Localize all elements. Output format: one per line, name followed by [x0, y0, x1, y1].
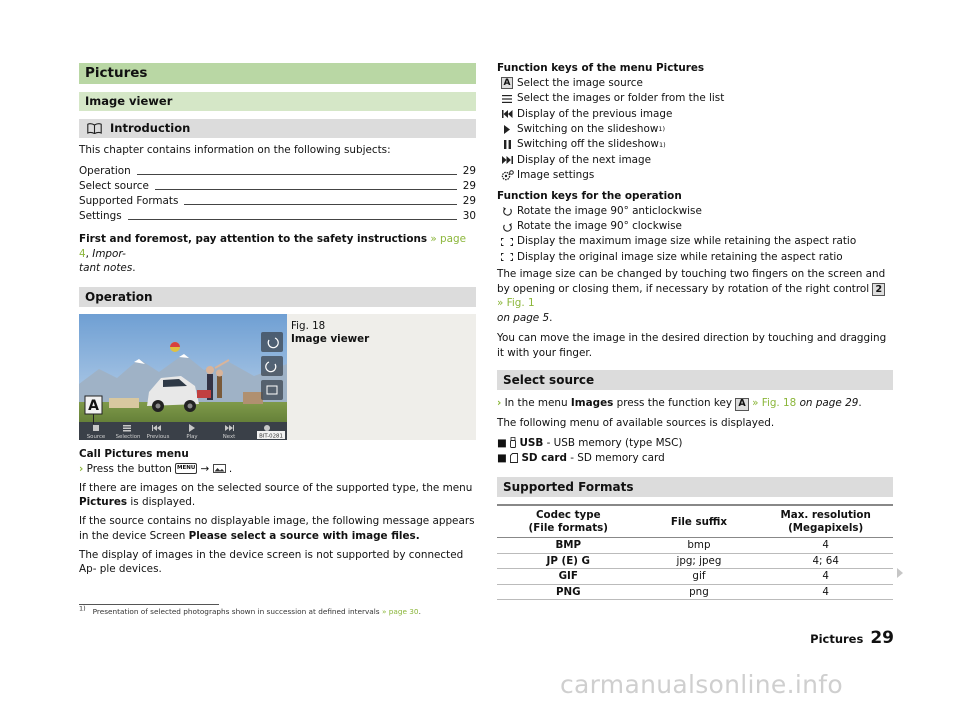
key-row-pause: Switching off the slideshow 1) [497, 137, 893, 152]
op-row-original [497, 250, 893, 265]
sources-list [497, 436, 893, 466]
table-cell: BMP [497, 537, 640, 553]
source-desc: - USB memory (type MSC) [546, 436, 683, 449]
table-row [497, 584, 893, 600]
key-text: Display of the next image [517, 153, 651, 166]
para2-bold: Please select a source with image files. [188, 529, 420, 542]
source-desc: - SD memory card [570, 451, 665, 464]
operation-heading: Operation [79, 287, 476, 307]
function-key-a: A [735, 398, 748, 411]
function-keys-heading: Function keys of the menu Pictures [497, 62, 705, 74]
list-icon [497, 95, 517, 103]
page-number: 29 [870, 628, 894, 648]
source-usb [497, 436, 893, 451]
next-icon [497, 156, 517, 164]
op-row-rotate-right [497, 219, 893, 234]
control-key-2: 2 [872, 283, 885, 296]
safety-end: . [132, 262, 136, 275]
operation-keys-heading: Function keys for the operation [497, 189, 682, 202]
key-row-settings [497, 168, 893, 183]
column-header-codec: Codec type (File formats) [497, 505, 640, 537]
sel-text-2: press the function key [616, 397, 733, 410]
para1-end: is displayed. [130, 496, 196, 509]
footnote-mark: 1) [79, 604, 86, 613]
menu-button-icon: MENU [175, 463, 197, 474]
settings-icon [497, 170, 517, 181]
operation-keys-list [497, 204, 893, 265]
supported-formats-heading: Supported Formats [497, 477, 893, 497]
column-header-suffix: File suffix [640, 505, 759, 537]
paragraph-image-size [497, 267, 893, 326]
figure-label: Fig. 18 [291, 320, 326, 333]
softkey-selection: Selection [115, 434, 141, 441]
table-cell: 4 [758, 569, 893, 585]
safety-italic: Impor- [92, 247, 126, 260]
paragraph-apple: The display of images in the device screen is not supported by connected Ap- ple devices. [79, 548, 464, 576]
previous-icon [497, 110, 517, 118]
key-text: Image settings [517, 168, 595, 181]
figure-code: BIT-0281 [259, 433, 283, 440]
figure-image-viewer [79, 314, 476, 440]
select-step [497, 396, 893, 411]
sel-end: . [858, 397, 862, 410]
table-cell: JP (E) G [497, 553, 640, 569]
size-text: The image size can be changed by touching two fingers on the screen and by opening or closing them, if necessary by rotation of the right control [497, 267, 886, 295]
sel-italic: on page 29 [799, 397, 859, 410]
rotate-left-icon [497, 206, 517, 216]
safety-bold: First and foremost, pay attention to the safety instructions [79, 232, 428, 245]
call-step-text: Press the button [86, 462, 172, 475]
source-name: SD card [521, 451, 567, 464]
step-arrow-icon: › [497, 397, 502, 410]
pictures-icon [213, 464, 226, 473]
usb-icon [510, 437, 516, 448]
key-text: Switching on the slideshow [517, 122, 659, 135]
page-footer [810, 626, 894, 650]
size-end: . [549, 312, 553, 325]
figure-callout-a: A [88, 398, 99, 415]
figure-title: Image viewer [291, 333, 370, 346]
select-source-heading: Select source [497, 370, 893, 390]
key-text: Display of the previous image [517, 107, 673, 120]
table-cell: gif [640, 569, 759, 585]
op-text: Display the original image size while retaining the aspect ratio [517, 250, 843, 263]
key-row-next [497, 152, 893, 167]
para2-text: If the source contains no displayable image, the following message appears in the device Screen [79, 515, 475, 542]
call-step-arrow: → [200, 462, 210, 475]
op-text: Rotate the image 90° anticlockwise [517, 204, 702, 217]
toc-item-select-source[interactable] [79, 179, 476, 194]
step-arrow-icon: › [79, 462, 84, 475]
toc-page: 30 [462, 210, 476, 222]
toc-item-settings[interactable] [79, 209, 476, 224]
footnote-divider [79, 604, 219, 605]
paragraph-menu-displayed [79, 481, 476, 511]
watermark: carmanualsonline.info [560, 670, 843, 699]
column-header-resolution: Max. resolution (Megapixels) [758, 505, 893, 537]
sel-bold: Images [570, 397, 614, 410]
para1-bold: Pictures [79, 496, 128, 509]
table-row [497, 537, 893, 553]
intro-text: This chapter contains information on the following subjects: [79, 144, 391, 156]
key-row-previous [497, 106, 893, 121]
size-italic: on page 5 [497, 312, 550, 325]
footer-chapter: Pictures [810, 632, 864, 646]
toc-page: 29 [462, 195, 476, 207]
figure-caption [287, 314, 369, 440]
right-column [497, 61, 893, 600]
footnote-link[interactable]: » page 30 [381, 607, 419, 616]
safety-link[interactable]: » page 4 [79, 232, 466, 260]
paragraph-no-image [79, 514, 476, 544]
call-heading: Call Pictures menu [79, 448, 189, 461]
table-cell: GIF [497, 569, 640, 585]
table-header-row [497, 505, 893, 537]
call-step [79, 462, 476, 477]
table-cell: 4 [758, 537, 893, 553]
toc-label: Operation [79, 165, 131, 177]
bullet: ■ [497, 436, 507, 449]
sources-intro: The following menu of available sources is displayed. [497, 417, 775, 430]
table-of-contents [79, 164, 476, 224]
toc-page: 29 [462, 165, 476, 177]
screenshot-image-viewer [79, 314, 287, 440]
table-cell: 4; 64 [758, 553, 893, 569]
table-cell: PNG [497, 584, 640, 600]
continue-arrow-icon [897, 568, 903, 578]
intro-heading: Introduction [110, 121, 191, 136]
safety-italic-2: tant notes [79, 262, 133, 275]
rotate-right-icon [497, 222, 517, 232]
key-text: Switching off the slideshow [517, 138, 659, 151]
key-row-list [497, 91, 893, 106]
softkey-previous: Previous [146, 434, 170, 441]
fig-1-link[interactable]: » Fig. 1 [497, 297, 535, 310]
book-icon [87, 123, 102, 134]
op-text: Rotate the image 90° clockwise [517, 220, 682, 233]
formats-table [497, 504, 893, 600]
toc-page: 29 [462, 180, 476, 192]
paragraph-move-image: You can move the image in the desired direction by touching and dragging it with your finger. [497, 331, 887, 359]
key-row-play: Switching on the slideshow 1) [497, 122, 893, 137]
source-key-icon: A [497, 77, 517, 89]
safety-note [79, 232, 476, 276]
chapter-title: Pictures [79, 63, 476, 84]
footnote [79, 604, 421, 617]
key-text: Select the images or folder from the list [517, 92, 725, 105]
fig-18-link[interactable]: » Fig. 18 [752, 397, 797, 410]
table-cell: bmp [640, 537, 759, 553]
table-row [497, 569, 893, 585]
call-step-end: . [228, 462, 233, 475]
source-sd-card [497, 451, 893, 466]
sel-text: In the menu [504, 397, 568, 410]
source-name: USB [519, 436, 544, 449]
toc-label: Select source [79, 180, 149, 192]
function-keys-list [497, 76, 893, 183]
table-cell: jpg; jpeg [640, 553, 759, 569]
toc-label: Supported Formats [79, 195, 179, 207]
para1-text: If there are images on the selected source of the supported type, the menu [79, 481, 473, 494]
softkey-source: Source [86, 434, 106, 441]
section-subtitle: Image viewer [79, 92, 476, 111]
op-text: Display the maximum image size while retaining the aspect ratio [517, 235, 857, 248]
toc-label: Settings [79, 210, 122, 222]
table-row [497, 553, 893, 569]
key-row-source [497, 76, 893, 91]
footnote-text: Presentation of selected photographs shown in succession at defined intervals [92, 607, 380, 616]
safety-sep: , [85, 247, 89, 260]
table-cell: png [640, 584, 759, 600]
play-icon [497, 125, 517, 134]
bullet: ■ [497, 451, 507, 464]
op-row-maximize [497, 234, 893, 249]
left-column [79, 63, 476, 577]
footnote-end: . [418, 607, 421, 616]
toc-item-operation[interactable] [79, 164, 476, 179]
softkey-next: Next [222, 434, 236, 441]
sd-card-icon [510, 453, 518, 463]
maximize-icon [497, 238, 517, 246]
softkey-play: Play [186, 434, 198, 441]
intro-heading-bar [79, 119, 476, 138]
op-row-rotate-left [497, 204, 893, 219]
pause-icon [497, 140, 517, 149]
table-cell: 4 [758, 584, 893, 600]
toc-item-supported-formats[interactable] [79, 194, 476, 209]
key-text: Select the image source [517, 77, 643, 90]
original-size-icon [497, 253, 517, 261]
